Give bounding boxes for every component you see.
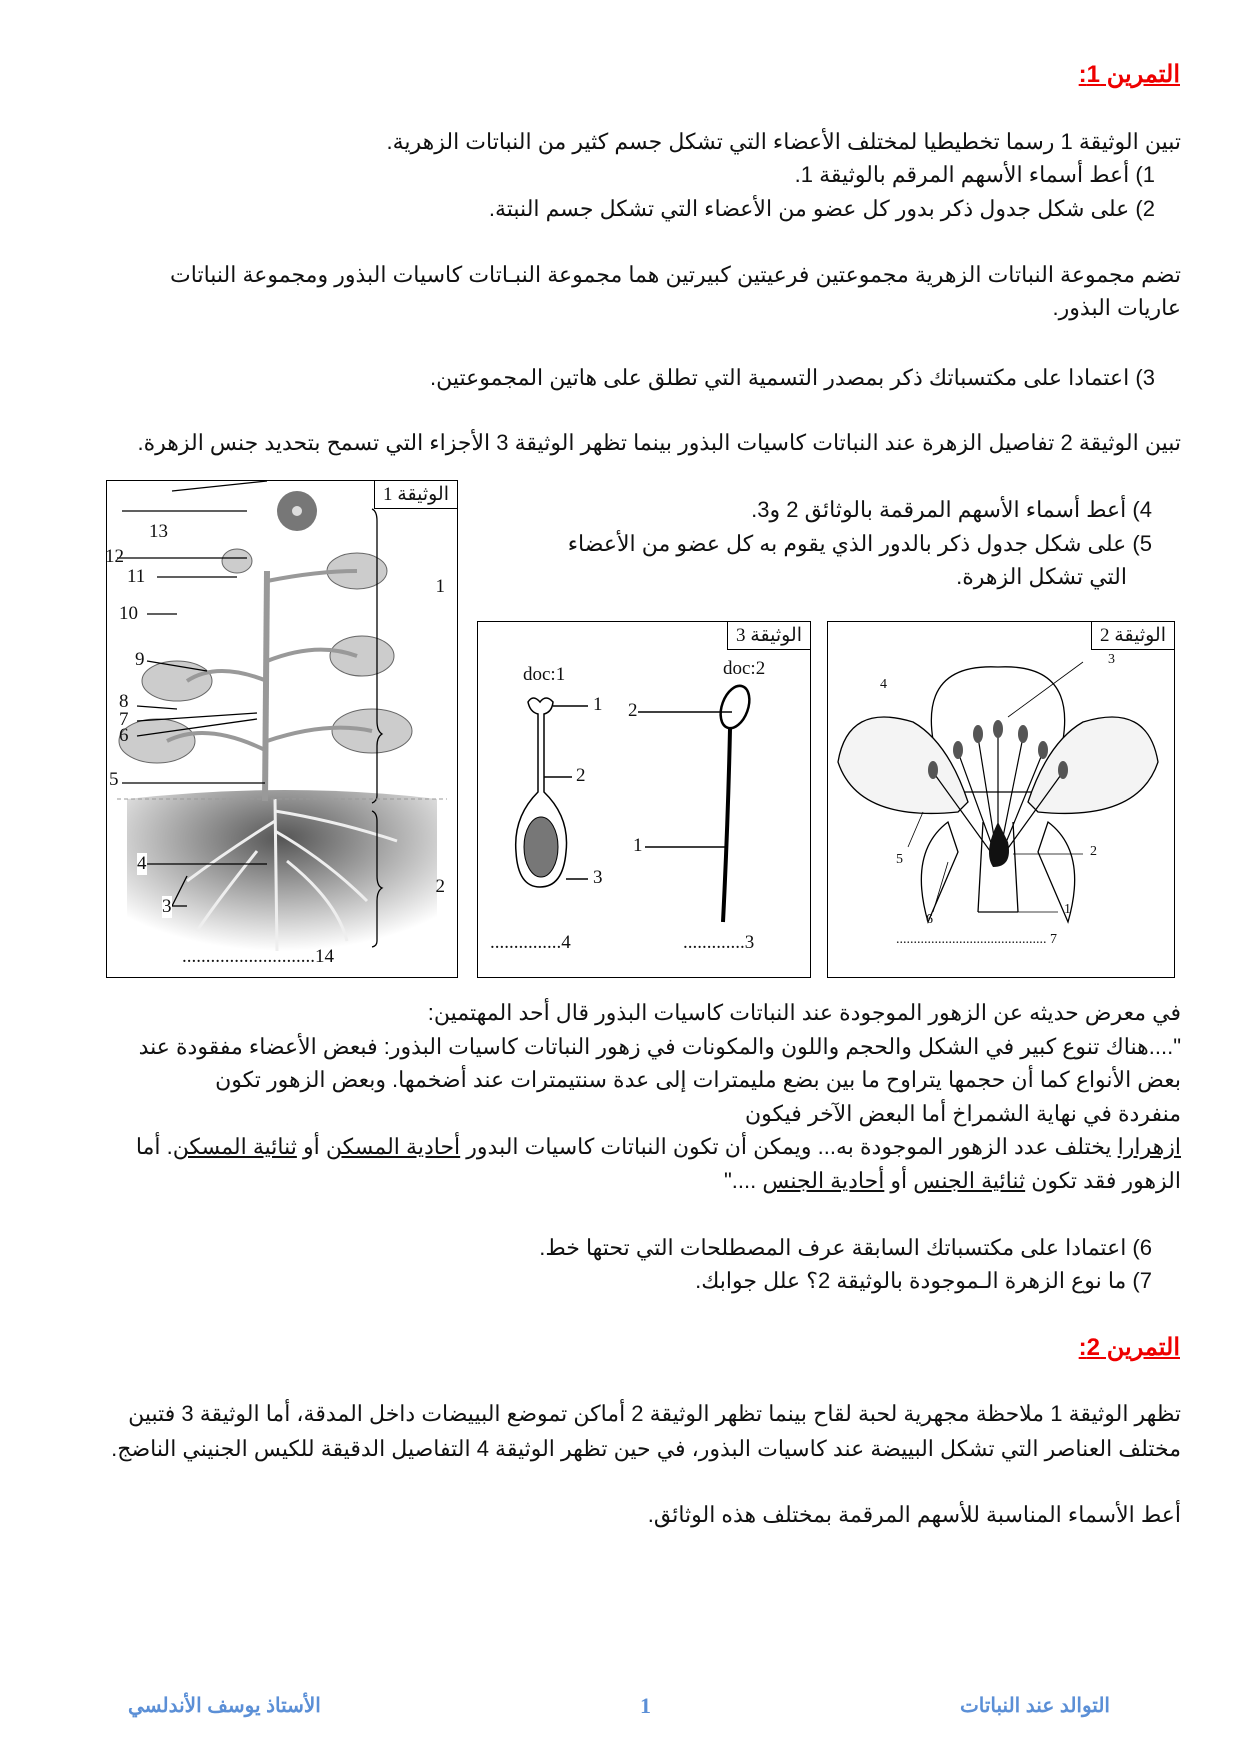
- flower-label-5: 5: [896, 852, 903, 867]
- pistil-label-3: 3: [593, 867, 603, 888]
- plant-label-13: 13: [149, 521, 168, 542]
- term-bisexual: ثنائية الجنس: [913, 1168, 1026, 1193]
- term-monoecious: أحادية المسكن: [325, 1134, 461, 1159]
- doc1-label: الوثيقة 1: [374, 480, 458, 509]
- question-4: 4) أعط أسماء الأسهم المرقمة بالوثائق 2 و3.: [751, 497, 1152, 522]
- document-2-flower-figure: [827, 621, 1175, 978]
- quote-line-2: بعض الأنواع كما أن حجمها يتراوح ما بين بضع مليمترات إلى عدة سنتيمترات عند أضخمها. وبعض الزهور تكون: [215, 1067, 1181, 1092]
- quote-line-3: منفردة في نهاية الشمراخ أما البعض الآخر فيكون: [745, 1101, 1181, 1126]
- quote-text: ....": [723, 1168, 763, 1193]
- plant-label-11: 11: [127, 566, 146, 587]
- question-1: 1) أعط أسماء الأسهم المرقم بالوثيقة 1.: [794, 162, 1155, 187]
- doc3-sub2-label: doc:2: [723, 658, 766, 679]
- question-7: 7) ما نوع الزهرة الـموجودة بالوثيقة 2؟ علل جوابك.: [695, 1268, 1152, 1293]
- plant-label-10: 10: [119, 603, 138, 624]
- term-unisexual: أحادية الجنس: [762, 1168, 885, 1193]
- quote-text: يختلف عدد الزهور الموجودة به... ويمكن أن تكون النباتات كاسيات البدور: [460, 1134, 1118, 1159]
- plant-label-5: 5: [109, 769, 119, 790]
- flower-label-6: 6: [926, 912, 933, 927]
- exercise2-line-2: مختلف العناصر التي تشكل البييضة عند كاسيات البذور، في حين تظهر الوثيقة 4 التفاصيل الدقيقة للكيس الجنيني الناضج.: [111, 1436, 1181, 1461]
- quote-line-4: [136, 1132, 1181, 1162]
- flower-label-4: 4: [880, 677, 887, 692]
- plant-label-12: 12: [105, 546, 124, 567]
- footer-page-number: 1: [640, 1693, 651, 1718]
- flower-label-1: 1: [1064, 902, 1071, 917]
- pistil-label-2: 2: [576, 765, 586, 786]
- plant-label-3: 3: [162, 896, 172, 917]
- term-dioecious: ثنائية المسكن: [172, 1134, 297, 1159]
- quote-text: أو: [296, 1134, 326, 1159]
- question-5-line2: التي تشكل الزهرة.: [956, 564, 1127, 589]
- question-6: 6) اعتمادا على مكتسباتك السابقة عرف المصطلحات التي تحتها خط.: [539, 1235, 1152, 1260]
- document-3-figure: [477, 621, 811, 978]
- exercise2-line-1: تظهر الوثيقة 1 ملاحظة مجهرية لحبة لقاح بينما تظهر الوثيقة 2 أماكن تموضع البييضات داخل المدقة، أما الوثيقة 3 فتبين: [128, 1401, 1181, 1426]
- doc3-sub1-label: doc:1: [523, 664, 566, 685]
- flower-section-diagram: [828, 622, 1174, 977]
- paragraph-groups-line2: عاريات البذور.: [1052, 295, 1181, 320]
- stamen-label-2: 2: [628, 700, 638, 721]
- flower-answer-7: ........................................... 7: [896, 932, 1057, 947]
- plant-diagram: [107, 481, 457, 977]
- plant-label-7: 7: [119, 709, 129, 730]
- doc2-label: الوثيقة 2: [1091, 621, 1175, 650]
- quote-text: أو: [884, 1168, 914, 1193]
- document-1-plant-figure: [106, 480, 458, 978]
- quote-line-5: [724, 1166, 1181, 1196]
- doc3-label: الوثيقة 3: [727, 621, 811, 650]
- plant-answer-14: ............................14: [182, 946, 334, 967]
- plant-label-9: 9: [135, 649, 145, 670]
- exercise1-intro: تبين الوثيقة 1 رسما تخطيطيا لمختلف الأعضاء التي تشكل جسم كثير من النباتات الزهرية.: [386, 129, 1181, 154]
- flower-label-2: 2: [1090, 844, 1097, 859]
- plant-label-6: 6: [119, 725, 129, 746]
- plant-label-2: 2: [435, 876, 445, 897]
- exercise2-title: التمرين 2:: [1078, 1334, 1180, 1361]
- footer-author: الأستاذ يوسف الأندلسي: [128, 1695, 321, 1717]
- paragraph-docs: تبين الوثيقة 2 تفاصيل الزهرة عند النباتات كاسيات البذور بينما تظهر الوثيقة 3 الأجزاء التي تسمح بتحديد جنس الزهرة.: [137, 430, 1181, 455]
- footer-subject: التوالد عند النباتات: [959, 1695, 1110, 1717]
- question-2: 2) على شكل جدول ذكر بدور كل عضو من الأعضاء التي تشكل جسم النبتة.: [488, 196, 1155, 221]
- flower-label-3: 3: [1108, 652, 1115, 667]
- plant-label-8: 8: [119, 691, 129, 712]
- exercise2-task: أعط الأسماء المناسبة للأسهم المرقمة بمختلف هذه الوثائق.: [647, 1502, 1181, 1527]
- plant-label-4: 4: [137, 853, 147, 874]
- term-inflorescence: ازهرارا: [1117, 1134, 1181, 1159]
- quote-text: الزهور فقد تكون: [1025, 1168, 1181, 1193]
- exercise1-title: التمرين 1:: [1078, 61, 1180, 88]
- stamen-label-1: 1: [633, 835, 643, 856]
- doc3-answer-3: .............3: [683, 932, 755, 953]
- quote-intro: في معرض حديثه عن الزهور الموجودة عند النباتات كاسيات البذور قال أحد المهتمين:: [427, 1000, 1181, 1025]
- paragraph-groups-line1: تضم مجموعة النباتات الزهرية مجموعتين فرعيتين كبيرتين هما مجموعة النبـاتات كاسيات البذور ومجموعة النباتات: [170, 262, 1181, 287]
- quote-text: . أما: [135, 1134, 173, 1159]
- question-3: 3) اعتمادا على مكتسباتك ذكر بمصدر التسمية التي تطلق على هاتين المجموعتين.: [430, 365, 1155, 390]
- quote-line-1: "....هناك تنوع كبير في الشكل والحجم واللون والمكونات في زهور النباتات كاسيات البذور: فبعض الأعضاء مفقودة عند: [138, 1034, 1181, 1059]
- doc3-answer-4: ...............4: [490, 932, 571, 953]
- question-5-line1: 5) على شكل جدول ذكر بالدور الذي يقوم به كل عضو من الأعضاء: [567, 531, 1152, 556]
- pistil-label-1: 1: [593, 694, 603, 715]
- plant-label-1: 1: [435, 576, 445, 597]
